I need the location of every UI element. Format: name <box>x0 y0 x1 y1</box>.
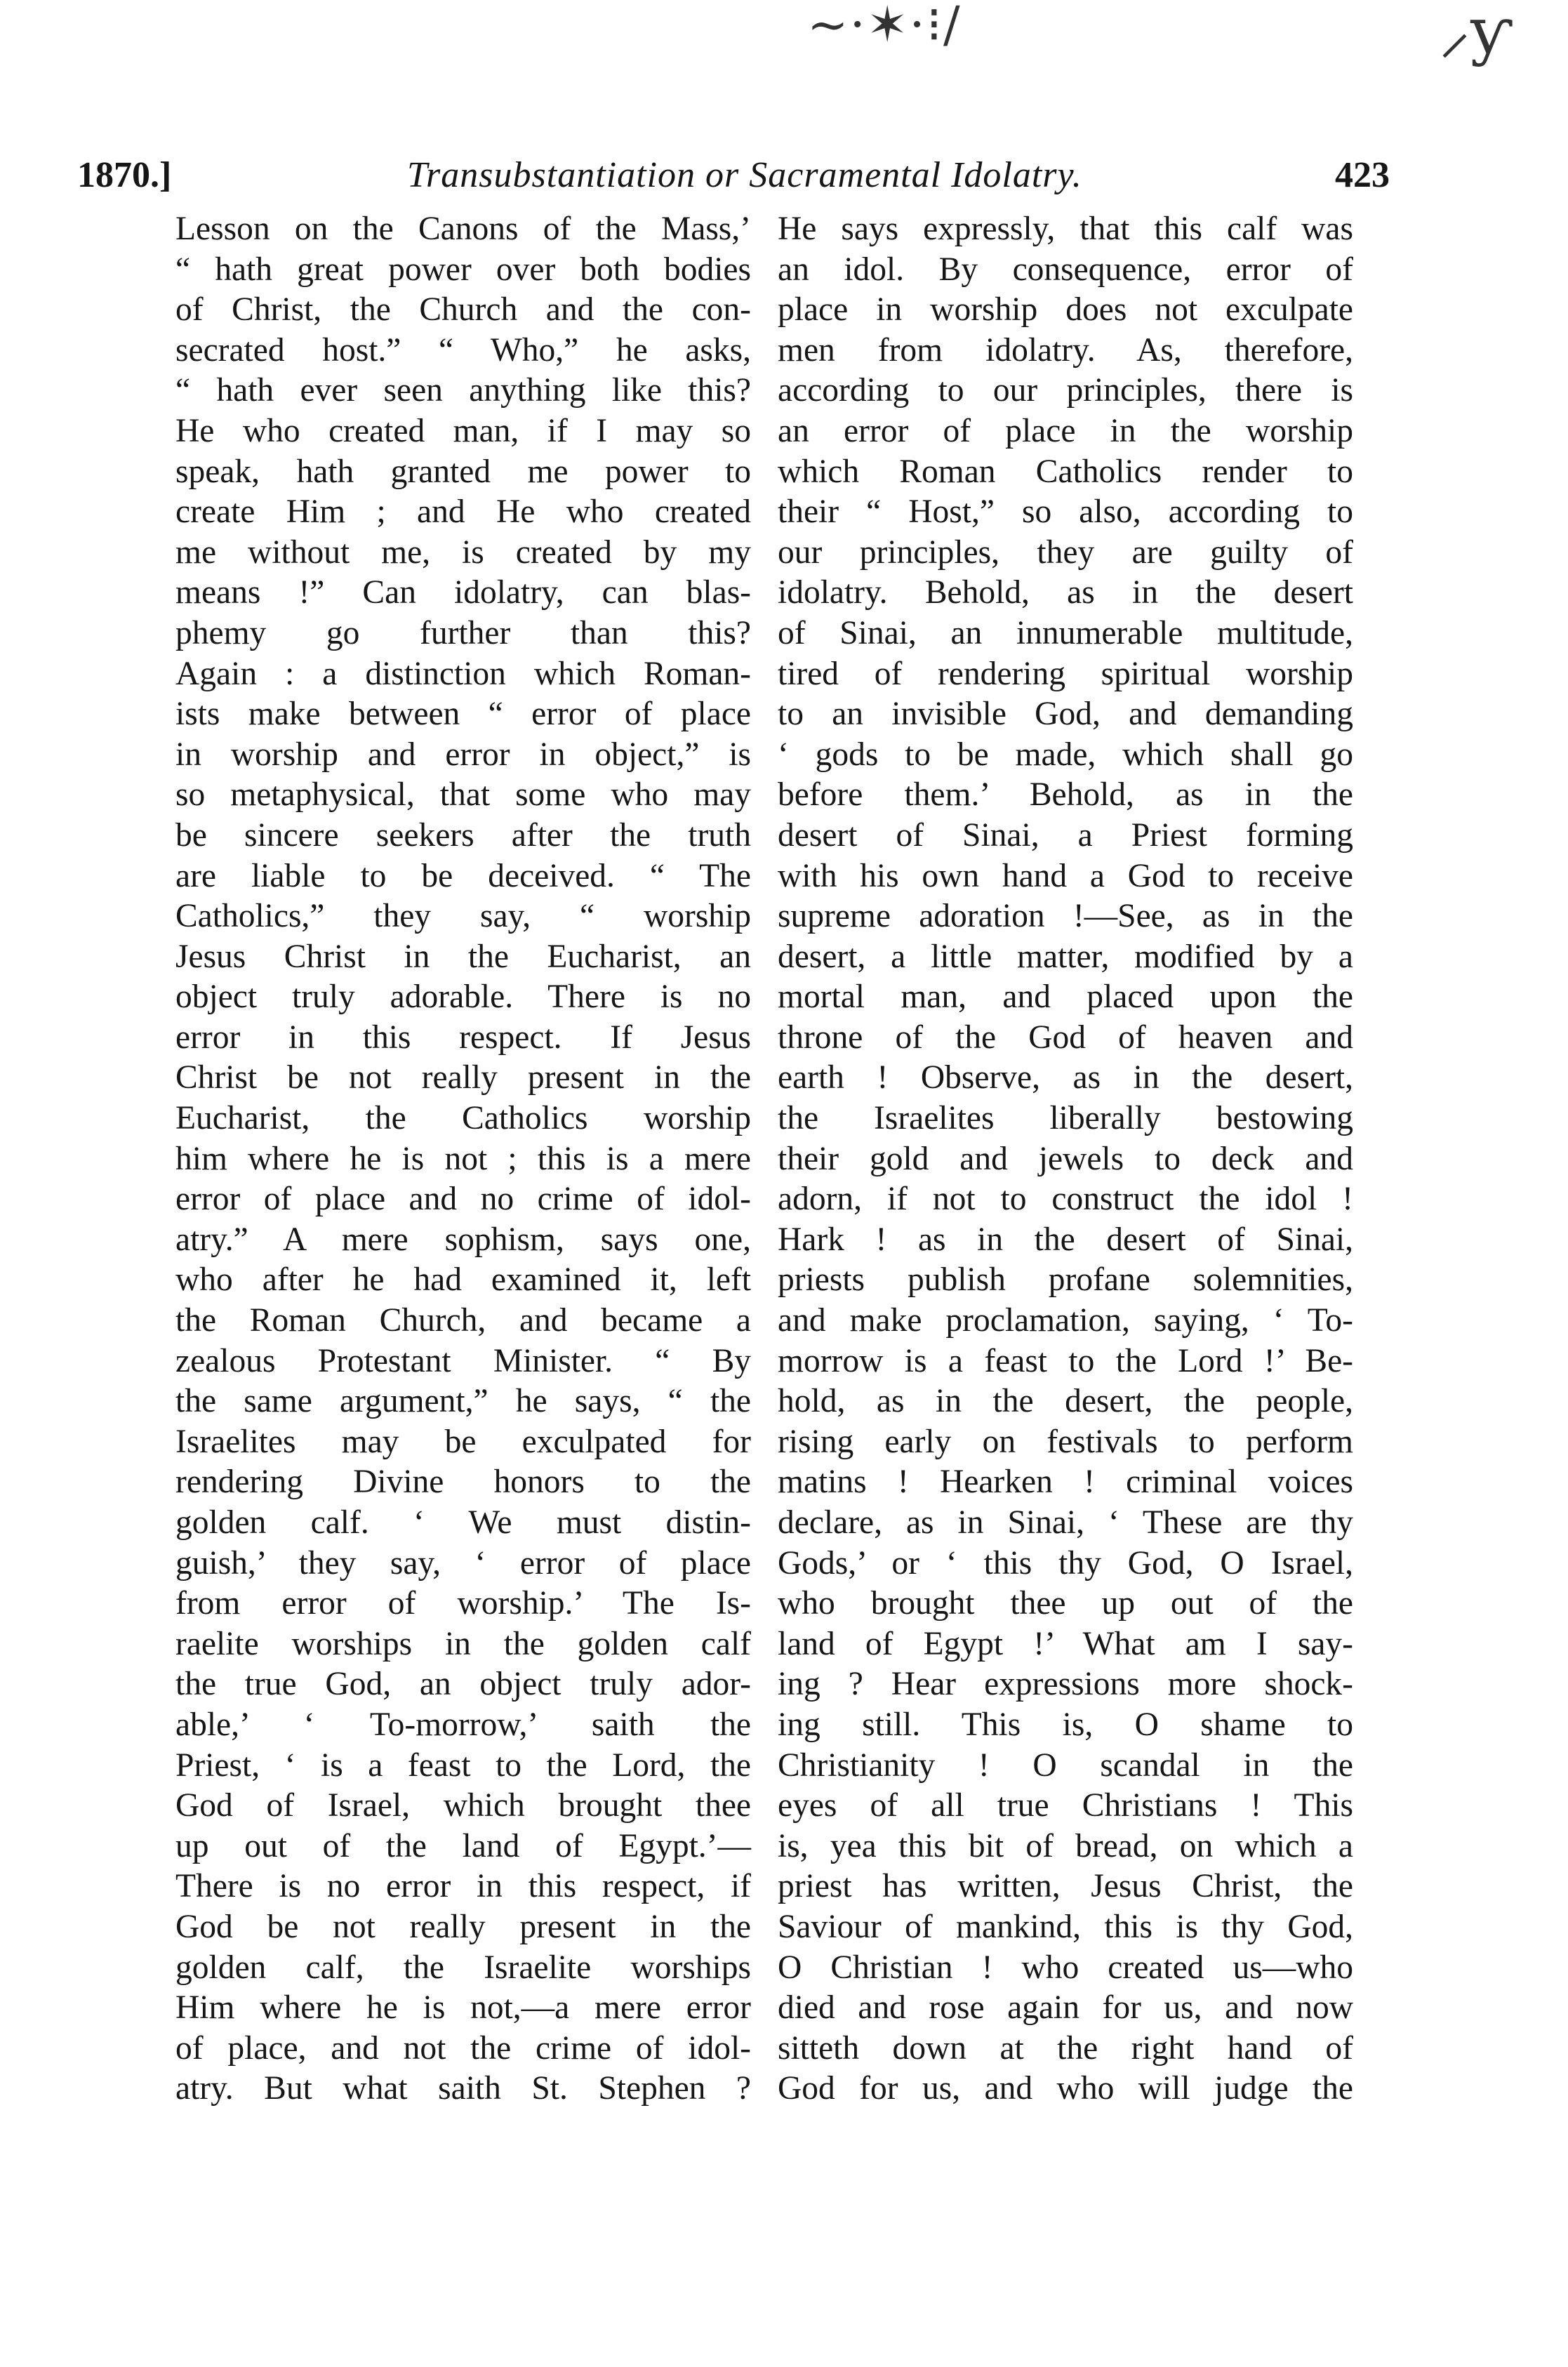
left-column-line: object truly adorable. There is no <box>175 979 751 1016</box>
left-column-line: guish,’ they say, ‘ error of place <box>175 1544 751 1582</box>
right-column-line: place in worship does not exculpate <box>778 291 1353 329</box>
right-column-line: their “ Host,” so also, according to <box>778 493 1353 531</box>
right-column-line: the Israelites liberally bestowing <box>778 1100 1353 1137</box>
right-column-line: is, yea this bit of bread, on which a <box>778 1827 1353 1864</box>
ink-smudge-mark: ~·✶·⁝/ <box>807 0 962 53</box>
right-column-line: earth ! Observe, as in the desert, <box>778 1059 1353 1096</box>
right-column-line: of Sinai, an innumerable multitude, <box>778 614 1353 651</box>
corner-ink-mark: ⸝ƴ <box>1439 0 1513 68</box>
left-column-line: God be not really present in the <box>175 1908 751 1945</box>
right-column-line: God for us, and who will judge the <box>778 2070 1353 2107</box>
right-column-line: rising early on festivals to perform <box>778 1423 1353 1460</box>
right-column-line: idolatry. Behold, as in the desert <box>778 574 1353 611</box>
right-column-line: priest has written, Jesus Christ, the <box>778 1868 1353 1905</box>
left-column-line: Israelites may be exculpated for <box>175 1423 751 1460</box>
left-column-line: God of Israel, which brought thee <box>175 1787 751 1824</box>
left-column-line: in worship and error in object,” is <box>175 736 751 773</box>
right-column-line: men from idolatry. As, therefore, <box>778 331 1353 369</box>
left-column-line: so metaphysical, that some who may <box>175 776 751 814</box>
right-column-line: matins ! Hearken ! criminal voices <box>778 1464 1353 1501</box>
running-head <box>77 151 1390 200</box>
right-column-line: eyes of all true Christians ! This <box>778 1787 1353 1824</box>
left-column-line: who after he had examined it, left <box>175 1261 751 1299</box>
left-column-line: He who created man, if I may so <box>175 412 751 449</box>
left-column-line: speak, hath granted me power to <box>175 453 751 490</box>
right-column-line: land of Egypt !’ What am I say- <box>778 1625 1353 1662</box>
left-column-line: Jesus Christ in the Eucharist, an <box>175 938 751 975</box>
left-column-line: Catholics,” they say, “ worship <box>175 898 751 935</box>
right-column-line: Saviour of mankind, this is thy God, <box>778 1908 1353 1945</box>
left-column-line: error of place and no crime of idol- <box>175 1181 751 1218</box>
left-text-column <box>175 209 751 2109</box>
right-column-line: desert, a little matter, modified by a <box>778 938 1353 975</box>
right-column-line: and make proclamation, saying, ‘ To- <box>778 1302 1353 1339</box>
left-column-line: zealous Protestant Minister. “ By <box>175 1342 751 1379</box>
left-column-line: the true God, an object truly ador- <box>175 1666 751 1703</box>
right-column-line: adorn, if not to construct the idol ! <box>778 1181 1353 1218</box>
right-column-line: ing ? Hear expressions more shock- <box>778 1666 1353 1703</box>
left-column-line: ists make between “ error of place <box>175 696 751 733</box>
right-column-line: morrow is a feast to the Lord !’ Be- <box>778 1342 1353 1379</box>
right-column-line: declare, as in Sinai, ‘ These are thy <box>778 1504 1353 1541</box>
left-column-line: rendering Divine honors to the <box>175 1464 751 1501</box>
right-column-line: ‘ gods to be made, which shall go <box>778 736 1353 773</box>
right-column-line: an error of place in the worship <box>778 412 1353 449</box>
right-column-line: throne of the God of heaven and <box>778 1019 1353 1056</box>
left-column-line: golden calf. ‘ We must distin- <box>175 1504 751 1541</box>
left-column-line: Priest, ‘ is a feast to the Lord, the <box>175 1746 751 1784</box>
right-column-line: priests publish profane solemnities, <box>778 1261 1353 1299</box>
right-column-line: before them.’ Behold, as in the <box>778 776 1353 814</box>
left-column-line: There is no error in this respect, if <box>175 1868 751 1905</box>
running-head-year: 1870.] <box>77 155 172 195</box>
right-column-line: Gods,’ or ‘ this thy God, O Israel, <box>778 1544 1353 1582</box>
left-column-line: Again : a distinction which Roman- <box>175 655 751 692</box>
right-column-line: mortal man, and placed upon the <box>778 979 1353 1016</box>
left-column-line: are liable to be deceived. “ The <box>175 857 751 894</box>
right-column-line: He says expressly, that this calf was <box>778 211 1353 247</box>
left-column-line: be sincere seekers after the truth <box>175 816 751 854</box>
right-column-line: supreme adoration !—See, as in the <box>778 898 1353 935</box>
left-column-line: error in this respect. If Jesus <box>175 1019 751 1056</box>
right-column-line: with his own hand a God to receive <box>778 857 1353 894</box>
left-column-line: atry.” A mere sophism, says one, <box>175 1221 751 1258</box>
left-column-line: me without me, is created by my <box>175 533 751 571</box>
right-column-line: tired of rendering spiritual worship <box>778 655 1353 692</box>
left-column-line: Lesson on the Canons of the Mass,’ <box>175 211 751 247</box>
left-column-line: up out of the land of Egypt.’— <box>175 1827 751 1864</box>
left-column-line: atry. But what saith St. Stephen ? <box>175 2070 751 2107</box>
right-column-line: to an invisible God, and demanding <box>778 696 1353 733</box>
right-column-line: an idol. By consequence, error of <box>778 251 1353 288</box>
right-column-line: who brought thee up out of the <box>778 1585 1353 1622</box>
left-column-line: “ hath great power over both bodies <box>175 251 751 288</box>
right-column-line: died and rose again for us, and now <box>778 1989 1353 2027</box>
left-column-line: golden calf, the Israelite worships <box>175 1949 751 1986</box>
running-head-title: Transubstantiation or Sacramental Idolatry. <box>407 155 1082 195</box>
left-column-line: the same argument,” he says, “ the <box>175 1383 751 1420</box>
right-column-line: our principles, they are guilty of <box>778 533 1353 571</box>
right-column-line: O Christian ! who created us—who <box>778 1949 1353 1986</box>
left-column-line: secrated host.” “ Who,” he asks, <box>175 331 751 369</box>
left-column-line: the Roman Church, and became a <box>175 1302 751 1339</box>
left-column-line: raelite worships in the golden calf <box>175 1625 751 1662</box>
left-column-line: Christ be not really present in the <box>175 1059 751 1096</box>
left-column-line: Him where he is not,—a mere error <box>175 1989 751 2027</box>
left-column-line: phemy go further than this? <box>175 614 751 651</box>
right-column-line: Hark ! as in the desert of Sinai, <box>778 1221 1353 1258</box>
left-column-line: him where he is not ; this is a mere <box>175 1140 751 1177</box>
right-column-line: hold, as in the desert, the people, <box>778 1383 1353 1420</box>
right-column-line: sitteth down at the right hand of <box>778 2029 1353 2067</box>
left-column-line: of Christ, the Church and the con- <box>175 291 751 329</box>
right-column-line: their gold and jewels to deck and <box>778 1140 1353 1177</box>
right-column-line: which Roman Catholics render to <box>778 453 1353 490</box>
left-column-line: “ hath ever seen anything like this? <box>175 372 751 409</box>
left-column-line: Eucharist, the Catholics worship <box>175 1100 751 1137</box>
page-number: 423 <box>1335 155 1390 195</box>
right-column-line: desert of Sinai, a Priest forming <box>778 816 1353 854</box>
left-column-line: from error of worship.’ The Is- <box>175 1585 751 1622</box>
left-column-line: able,’ ‘ To-morrow,’ saith the <box>175 1706 751 1743</box>
right-column-line: according to our principles, there is <box>778 372 1353 409</box>
right-text-column <box>778 209 1353 2109</box>
right-column-line: ing still. This is, O shame to <box>778 1706 1353 1743</box>
left-column-line: means !” Can idolatry, can blas- <box>175 574 751 611</box>
left-column-line: create Him ; and He who created <box>175 493 751 531</box>
right-column-line: Christianity ! O scandal in the <box>778 1746 1353 1784</box>
left-column-line: of place, and not the crime of idol- <box>175 2029 751 2067</box>
